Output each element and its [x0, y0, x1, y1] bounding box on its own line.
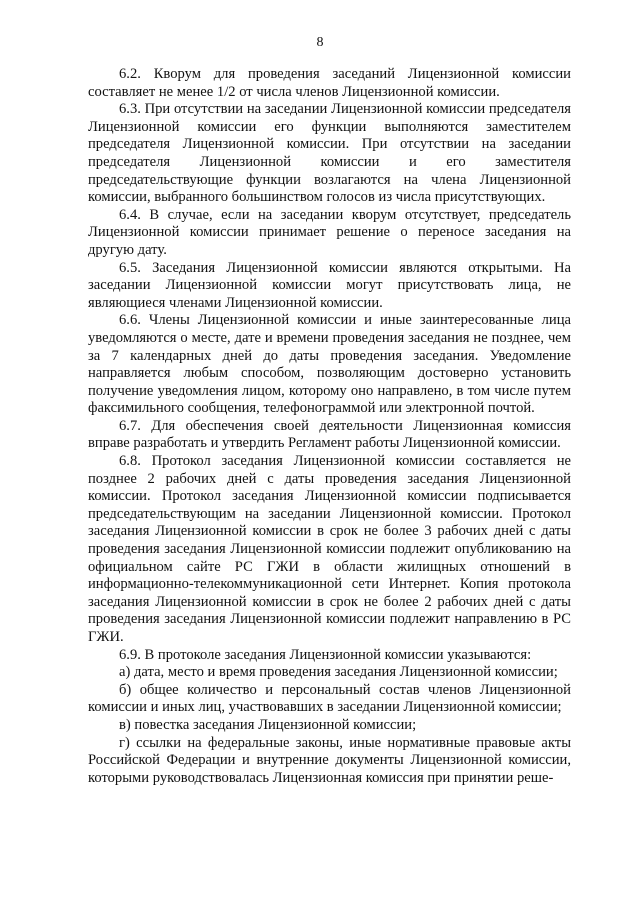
- paragraph-6-7: 6.7. Для обеспечения своей деятельности Лицензионная комиссия вправе разработать и утвердить Регламент работы Лицензионной комиссии.: [88, 417, 571, 452]
- paragraph-6-8: 6.8. Протокол заседания Лицензионной комиссии составляется не позднее 2 рабочих дней с даты проведения заседания Лицензионной комиссии. Протокол заседания Лицензионной комиссии подписывается председательствующим на заседании Лицензионной комиссии. Протокол заседания Лицензионной комиссии в срок не более 3 рабочих дней с даты проведения заседания Лицензионной комиссии подлежит опубликованию на официальном сайте РС ГЖИ в области жилищных отношений в информационно-телекоммуникационной сети Интернет. Копия протокола заседания Лицензионной комиссии в срок не более 2 рабочих дней с даты проведения заседания Лицензионной комиссии подлежит направлению в РС ГЖИ.: [88, 453, 571, 645]
- paragraph-6-6: 6.6. Члены Лицензионной комиссии и иные заинтересованные лица уведомляются о месте, дате и времени проведения заседания не позднее, чем за 7 календарных дней до даты проведения заседания. Уведомление направляется любым способом, позволяющим достоверно установить получение уведомления лицом, которому оно направлено, в том числе путем факсимильного сообщения, телефонограммой или электронной почтой.: [88, 312, 571, 417]
- list-item-v: в) повестка заседания Лицензионной комиссии;: [119, 716, 417, 733]
- page-number: 8: [316, 35, 324, 50]
- list-item-a: а) дата, место и время проведения заседания Лицензионной комиссии;: [119, 664, 558, 681]
- paragraph-6-2: 6.2. Кворум для проведения заседаний Лицензионной комиссии составляет не менее 1/2 от числа членов Лицензионной комиссии.: [88, 66, 571, 100]
- list-item-g: г) ссылки на федеральные законы, иные нормативные правовые акты Российской Федерации и внутренние документы Лицензионной комиссии, которыми руководствовалась Лицензионная комиссия при принятии реше-: [88, 734, 571, 786]
- paragraph-6-4: 6.4. В случае, если на заседании кворум отсутствует, председатель Лицензионной комиссии принимает решение о переносе заседания на другую дату.: [88, 206, 571, 258]
- paragraph-6-9: 6.9. В протоколе заседания Лицензионной комиссии указываются:: [119, 646, 532, 663]
- list-item-b: б) общее количество и персональный состав членов Лицензионной комиссии и иных лиц, участвовавших в заседании Лицензионной комиссии;: [88, 681, 571, 716]
- paragraph-6-3: 6.3. При отсутствии на заседании Лицензионной комиссии председателя Лицензионной комиссии его функции выполняются заместителем председателя Лицензионной комиссии. При отсутствии на заседании председателя Лицензионной комиссии и его заместителя председательствующие функции возлагаются на члена Лицензионной комиссии, выбранного большинством голосов из числа присутствующих.: [88, 101, 571, 206]
- document-body: [88, 66, 571, 787]
- paragraph-6-5: 6.5. Заседания Лицензионной комиссии являются открытыми. На заседании Лицензионной комиссии могут присутствовать лица, не являющиеся членами Лицензионной комиссии.: [88, 259, 571, 311]
